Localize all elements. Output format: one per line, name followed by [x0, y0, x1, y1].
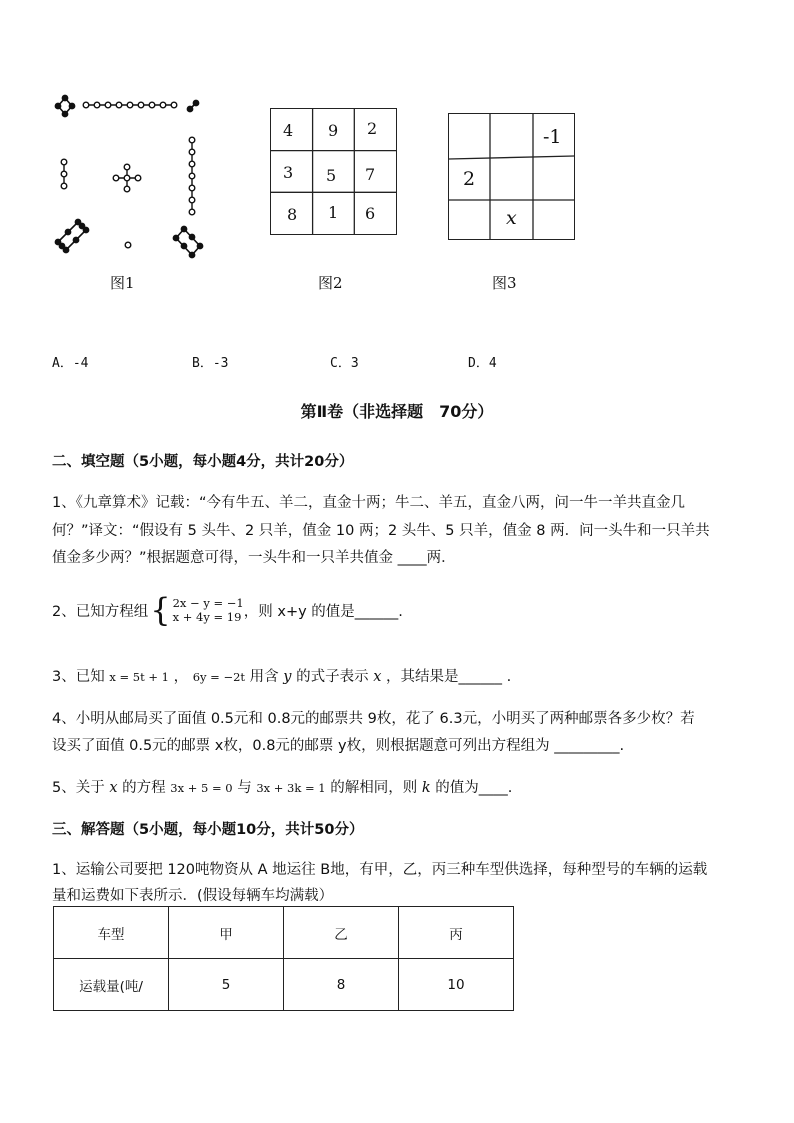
grid-cell-bottom-mid: x — [506, 207, 517, 229]
grid-cell: 4 — [283, 121, 294, 140]
grid-cell: 3 — [283, 163, 294, 182]
math-expression: 3x + 3k = 1 — [256, 781, 326, 795]
figure-3-grid — [448, 113, 575, 240]
table-cell: 5 — [169, 959, 284, 1011]
table-header-cell: 乙 — [284, 907, 399, 959]
question-3-text: 用含 — [249, 669, 279, 685]
variable: k — [421, 780, 431, 796]
problem-1-line-1: 1、运输公司要把 120吨物资从 A 地运往 B地，有甲，乙，丙三种车型供选择，每种型号的车辆的运载 — [52, 862, 708, 878]
question-5-prefix: 5、关于 — [52, 780, 105, 796]
equation-system-brace: { — [150, 591, 171, 629]
grid-cell-mid-left: 2 — [463, 168, 476, 190]
grid-cell: 8 — [287, 205, 298, 224]
question-5-text: 与 — [237, 780, 252, 796]
option-b[interactable]: B．-3 — [192, 356, 229, 371]
equation-system — [173, 596, 244, 625]
table-header-cell: 丙 — [399, 907, 514, 959]
table-cell: 运载量(吨/ — [54, 959, 169, 1011]
grid-cell: 9 — [328, 121, 339, 140]
grid-cell: 5 — [326, 166, 337, 185]
figure-2-grid — [270, 108, 397, 235]
equation-1: 2x − y = −1 — [172, 595, 244, 610]
problem-1-line-2: 量和运费如下表所示．(假设每辆车均满载） — [52, 888, 334, 904]
question-3-suffix: ，其结果是______ . — [385, 669, 512, 685]
grid-cell: 7 — [365, 165, 376, 184]
table-header-cell: 车型 — [54, 907, 169, 959]
question-5-suffix: 的值为____. — [435, 780, 513, 796]
question-4-line-2: 设买了面值 0.5元的邮票 x枚，0.8元的邮票 y枚，则根据题意可列出方程组为 _________. — [52, 738, 625, 754]
figure-1-dots — [50, 92, 210, 262]
question-2 — [52, 591, 403, 629]
variable: y — [283, 669, 292, 685]
question-2-suffix: ，则 x+y 的值是______. — [243, 603, 403, 620]
question-5-text: 的方程 — [122, 780, 166, 796]
option-c[interactable]: C．3 — [330, 356, 359, 371]
question-3-text: 的式子表示 — [296, 669, 369, 685]
vehicle-cost-table — [53, 906, 514, 1011]
question-3 — [52, 665, 511, 686]
question-1-line-1: 1、《九章算术》记载：“今有牛五、羊二，直金十两；牛二、羊五，直金八两，问一牛一羊共直金几 — [52, 495, 685, 511]
question-5 — [52, 776, 512, 797]
grid-cell: 2 — [367, 119, 378, 138]
option-d[interactable]: D．4 — [468, 356, 497, 371]
option-a[interactable]: A．-4 — [52, 356, 89, 371]
table-cell: 8 — [284, 959, 399, 1011]
figure-2-caption: 图2 — [318, 274, 343, 292]
table-header-cell: 甲 — [169, 907, 284, 959]
variable: x — [373, 669, 382, 685]
math-expression: 6y = −2t — [192, 670, 246, 684]
part-2-title: 第Ⅱ卷（非选择题 70分） — [300, 402, 494, 421]
separator: ， — [173, 669, 189, 685]
grid-cell-top-right: -1 — [543, 126, 562, 148]
question-1-line-3: 值金多少两？”根据题意可得，一头牛和一只羊共值金 ____两． — [52, 550, 456, 566]
figure-1-caption: 图1 — [110, 274, 135, 292]
table-header-row — [54, 907, 514, 959]
table-cell: 10 — [399, 959, 514, 1011]
question-5-text: 的解相同，则 — [330, 780, 418, 796]
table-row — [54, 959, 514, 1011]
question-1-line-2: 何？”译文：“假设有 5 头牛、2 只羊，值金 10 两；2 头牛、5 只羊，值金 8 两．问一头牛和一只羊共 — [52, 523, 710, 539]
grid-cell: 1 — [328, 203, 339, 222]
figure-3-caption: 图3 — [492, 274, 517, 292]
section-2-title: 二、填空题（5小题，每小题4分，共计20分） — [52, 454, 354, 470]
section-3-title: 三、解答题（5小题，每小题10分，共计50分） — [52, 822, 364, 838]
question-4-line-1: 4、小明从邮局买了面值 0.5元和 0.8元的邮票共 9枚，花了 6.3元，小明买了两种邮票各多少枚？若 — [52, 711, 695, 727]
math-expression: 3x + 5 = 0 — [170, 781, 233, 795]
variable: x — [109, 780, 118, 796]
grid-cell: 6 — [365, 204, 376, 223]
question-3-prefix: 3、已知 — [52, 669, 105, 685]
math-expression: x = 5t + 1 — [109, 670, 169, 684]
equation-2: x + 4y = 19 — [172, 610, 242, 624]
question-2-prefix: 2、已知方程组 — [52, 603, 149, 620]
